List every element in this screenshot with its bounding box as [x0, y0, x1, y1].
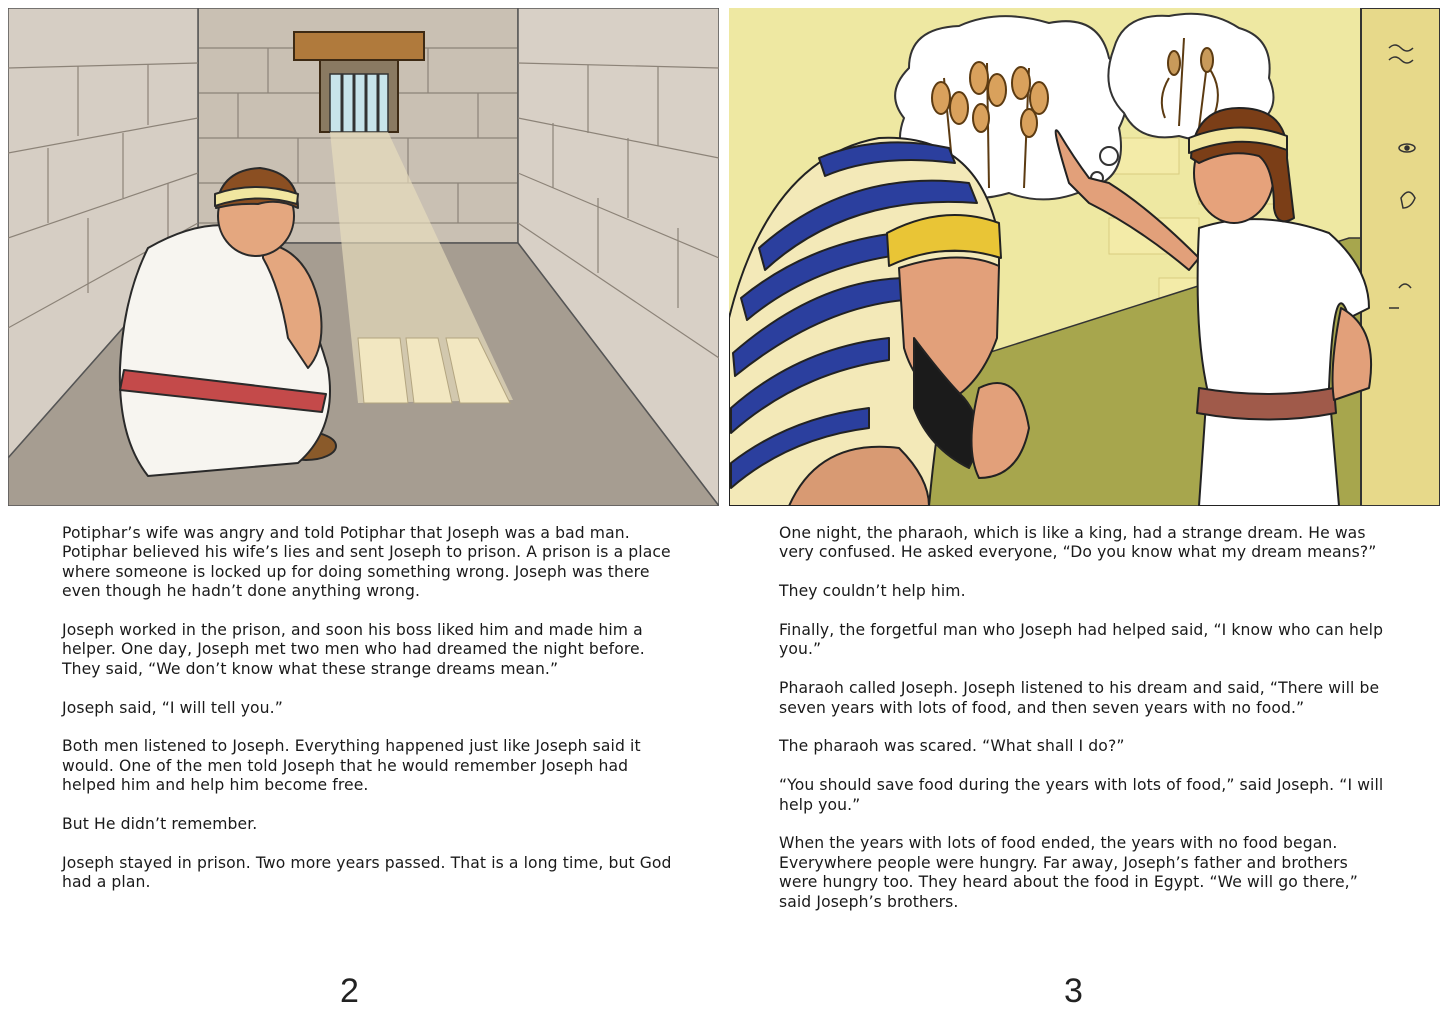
page-2-paragraph-4: Both men listened to Joseph. Everything happened just like Joseph said it would. One of the men told Joseph that he would remember Joseph had helped him and help him become free. [62, 737, 641, 795]
page-3-text [779, 524, 1391, 931]
page-number-3: 3 [1064, 972, 1083, 1010]
page-3-paragraph-1: One night, the pharaoh, which is like a king, had a strange dream. He was very confused. He asked everyone, “Do you know what my dream means?” [779, 524, 1377, 562]
page-3-paragraph-7: When the years with lots of food ended, the years with no food began. Everywhere people were hungry. Far away, Joseph’s father and brothers were hungry too. They heard about the food in Egypt. “We will go there,” said Joseph’s brothers. [779, 834, 1358, 911]
page-3-paragraph-4: Pharaoh called Joseph. Joseph listened to his dream and said, “There will be seven years with lots of food, and then seven years with no food.” [779, 679, 1380, 717]
prison-illustration [8, 8, 719, 506]
page-2-paragraph-3: Joseph said, “I will tell you.” [62, 698, 283, 717]
page-2-paragraph-6: Joseph stayed in prison. Two more years passed. That is a long time, but God had a plan. [62, 853, 672, 892]
page-3-paragraph-5: The pharaoh was scared. “What shall I do?” [779, 737, 1125, 756]
pharaoh-dream-illustration [729, 8, 1440, 506]
page-2-text [62, 524, 682, 912]
prison-scene-svg [8, 8, 719, 506]
page-2-paragraph-1: Potiphar’s wife was angry and told Potiphar that Joseph was a bad man. Potiphar believed his wife’s lies and sent Joseph to prison. A prison is a place where someone is locked up for doing something wrong. Joseph was there even though he hadn’t done anything wrong. [62, 524, 671, 601]
page-number-2: 2 [340, 972, 359, 1010]
page-3-paragraph-2: They couldn’t help him. [779, 582, 966, 601]
page-3-paragraph-3: Finally, the forgetful man who Joseph had helped said, “I know who can help you.” [779, 621, 1384, 659]
pharaoh-scene-svg [729, 8, 1440, 506]
page-3-paragraph-6: “You should save food during the years with lots of food,” said Joseph. “I will help you.” [779, 776, 1384, 814]
page-2-paragraph-2: Joseph worked in the prison, and soon his boss liked him and made him a helper. One day, Joseph met two men who had dreamed the night before. They said, “We don’t know what these strange dreams mean.” [62, 621, 645, 678]
page-2-paragraph-5: But He didn’t remember. [62, 815, 258, 834]
